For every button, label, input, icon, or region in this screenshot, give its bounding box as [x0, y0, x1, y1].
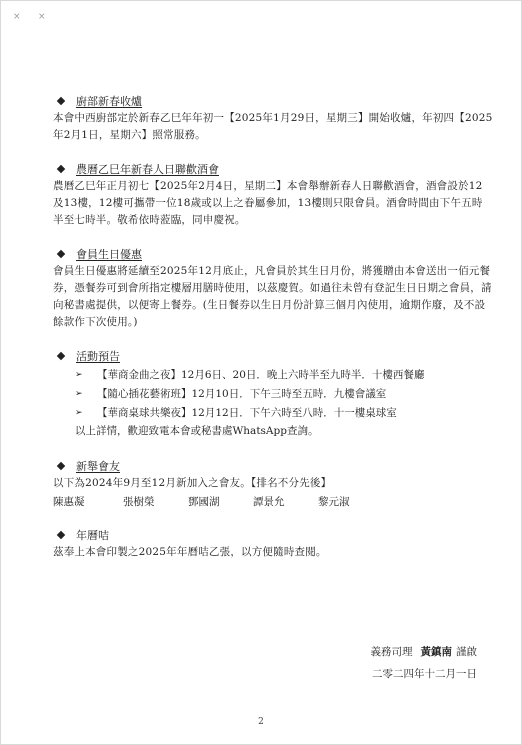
diamond-bullet-icon: [57, 250, 65, 258]
list-item: [75, 384, 493, 403]
signer-role: 義務司理: [370, 646, 413, 658]
section-title: 農曆乙巳年新春人日聯歡酒會: [76, 163, 219, 176]
section-paragraph: 農曆乙巳年正月初七【2025年2月4日，星期二】本會舉辦新春人日聯歡酒會，酒會設於12及13樓，12樓可攜帶一位18歲或以上之眷屬參加，13樓則只限會員。酒會時間由下午五時半至七時半。敬希依時蒞臨，同申慶祝。: [53, 180, 483, 226]
document-body: [53, 89, 493, 561]
member-name: 鄧國湖: [188, 495, 220, 508]
section-title: 會員生日優惠: [76, 248, 142, 261]
section-paragraph: 茲奉上本會印製之2025年年曆咭乙張，以方便隨時查閱。: [53, 546, 327, 558]
event-text: 【華商桌球共樂夜】12月12日．下午六時至八時．十一樓桌球室: [97, 407, 397, 419]
section-heading: [58, 457, 493, 475]
section-paragraph: 本會中西廚部定於新春乙巳年年初一【2025年1月29日，星期三】開始收爐，年初四【2025年2月1日，星期六】照常服務。: [53, 112, 493, 141]
members-list: [53, 492, 493, 510]
diamond-bullet-icon: [57, 97, 65, 105]
section-heading: [58, 347, 493, 365]
section-kitchen-closure: [53, 92, 493, 144]
section-birthday-offer: [53, 245, 493, 331]
event-text: 【華商金曲之夜】12月6日、20日．晚上六時半至九時半．十樓西餐廳: [97, 369, 425, 381]
section-title: 活動預告: [76, 350, 120, 363]
section-new-year-reception: [53, 160, 493, 229]
page-number: 2: [258, 717, 264, 727]
member-name: 黎元淑: [318, 495, 350, 508]
section-heading: [58, 160, 493, 178]
section-heading: [58, 92, 493, 110]
section-title: 年曆咭: [76, 529, 109, 542]
member-name: 譚景允: [253, 495, 285, 508]
section-paragraph: 以下為2024年9月至12月新加入之會友。【排名不分先後】: [53, 477, 332, 489]
section-events-preview: [53, 347, 493, 441]
signature-line: [371, 641, 478, 663]
list-item: [75, 365, 493, 384]
section-calendar-card: [53, 526, 493, 561]
corner-mark: ×: [13, 12, 21, 22]
diamond-bullet-icon: [57, 352, 65, 360]
event-text: 【隨心插花藝術班】12月10日．下午三時至五時．九樓會議室: [97, 388, 387, 400]
arrow-bullet-icon: ➢: [75, 388, 83, 399]
section-title: 新舉會友: [76, 460, 120, 473]
signature-block: [371, 641, 478, 685]
section-paragraph: 會員生日優惠將延續至2025年12月底止，凡會員於其生日月份，將獲贈由本會送出一佰元餐券，憑餐券可到會所指定樓層用膳時使用，以茲慶賀。如過往未曾有登記生日日期之會員，請向秘書處提供，以便寄上餐券。(生日餐券以生日月份計算三個月內使用，逾期作廢，及不設餘款作下次使用。): [53, 265, 492, 328]
corner-mark: ×: [38, 12, 46, 22]
diamond-bullet-icon: [57, 165, 65, 173]
arrow-bullet-icon: ➢: [75, 407, 83, 418]
diamond-bullet-icon: [57, 531, 65, 539]
section-new-members: [53, 457, 493, 510]
member-name: 張樹榮: [123, 495, 155, 508]
signer-name: 黃鎮南: [420, 646, 452, 658]
events-list: [53, 365, 493, 422]
section-heading: [58, 245, 493, 263]
arrow-bullet-icon: ➢: [75, 369, 83, 380]
section-heading: [58, 526, 493, 544]
diamond-bullet-icon: [57, 462, 65, 470]
events-note: 以上詳情，歡迎致電本會或秘書處WhatsApp查詢。: [75, 425, 319, 437]
member-name: 陳惠凝: [53, 495, 85, 508]
list-item: [75, 403, 493, 422]
section-title: 廚部新春收爐: [76, 95, 142, 108]
signature-closing: 謹啟: [456, 646, 477, 658]
signature-date: 二零二四年十二月一日: [372, 668, 477, 680]
